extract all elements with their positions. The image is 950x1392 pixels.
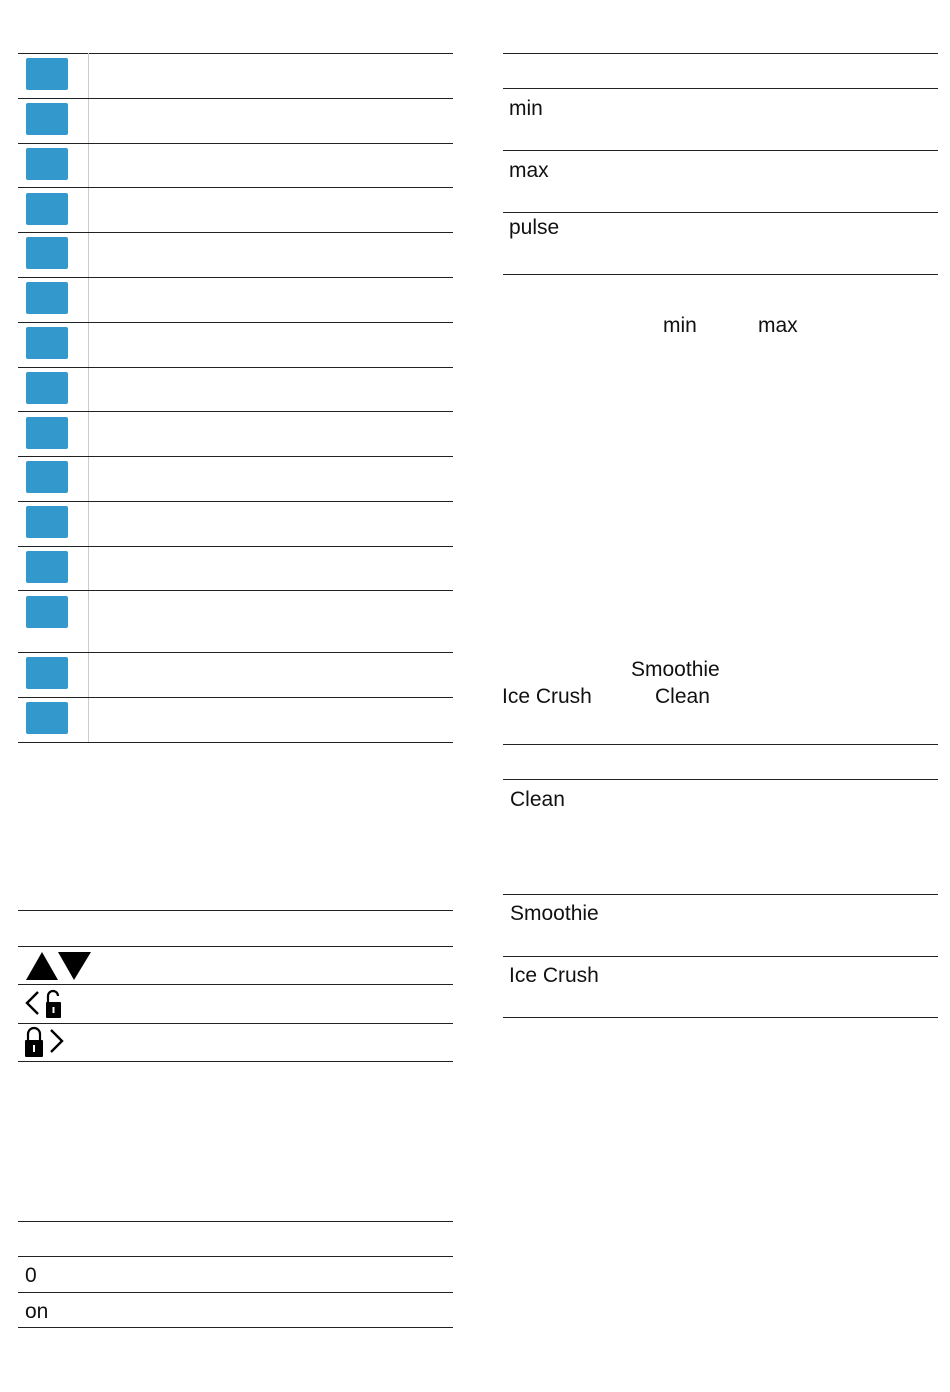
table-rule [18,456,453,457]
speed-max-label: max [509,159,549,182]
dial-ice-crush-label: Ice Crush [502,685,592,708]
table-rule [18,652,453,653]
blue-swatch-icon [26,506,68,538]
switch-position-on: on [25,1300,49,1323]
table-rule [18,1327,453,1328]
blue-swatch-icon [26,58,68,90]
table-rule [18,1292,453,1293]
dial-min-label: min [663,314,697,337]
table-rule [503,53,938,54]
unlock-icon [24,988,66,1020]
table-rule [18,697,453,698]
table-rule [18,1023,453,1024]
table-rule [18,984,453,985]
table-rule [18,53,453,54]
dial-smoothie-label: Smoothie [631,658,720,681]
blue-swatch-icon [26,551,68,583]
table-rule [18,232,453,233]
table-rule [18,98,453,99]
table-rule [503,744,938,745]
table-rule [503,212,938,213]
table-rule [503,150,938,151]
column-divider [88,53,89,743]
dial-max-label: max [758,314,798,337]
blue-swatch-icon [26,237,68,269]
table-rule [18,501,453,502]
table-rule [18,277,453,278]
table-rule [18,322,453,323]
table-rule [18,367,453,368]
speed-min-label: min [509,97,543,120]
blue-swatch-icon [26,461,68,493]
table-rule [18,1256,453,1257]
up-down-triangles-icon [24,950,94,982]
table-rule [503,956,938,957]
table-rule [18,910,453,911]
table-rule [18,946,453,947]
program-clean-label: Clean [510,788,565,811]
table-rule [18,546,453,547]
program-ice-crush-label: Ice Crush [509,964,599,987]
blue-swatch-icon [26,282,68,314]
table-rule [503,88,938,89]
table-rule [18,411,453,412]
blue-swatch-icon [26,327,68,359]
speed-pulse-label: pulse [509,216,560,239]
table-rule [503,274,938,275]
blue-swatch-icon [26,148,68,180]
lock-icon [24,1026,68,1058]
table-rule [18,590,453,591]
table-rule [18,742,453,743]
blue-swatch-icon [26,372,68,404]
blue-swatch-icon [26,103,68,135]
table-rule [18,187,453,188]
table-rule [503,1017,938,1018]
blue-swatch-icon [26,657,68,689]
table-rule [18,1061,453,1062]
table-rule [18,143,453,144]
dial-clean-label: Clean [655,685,710,708]
switch-position-off: 0 [25,1264,37,1287]
table-rule [18,1221,453,1222]
table-rule [503,779,938,780]
program-smoothie-label: Smoothie [510,902,599,925]
blue-swatch-icon [26,702,68,734]
blue-swatch-icon [26,596,68,628]
blue-swatch-icon [26,193,68,225]
table-rule [503,894,938,895]
blue-swatch-icon [26,417,68,449]
